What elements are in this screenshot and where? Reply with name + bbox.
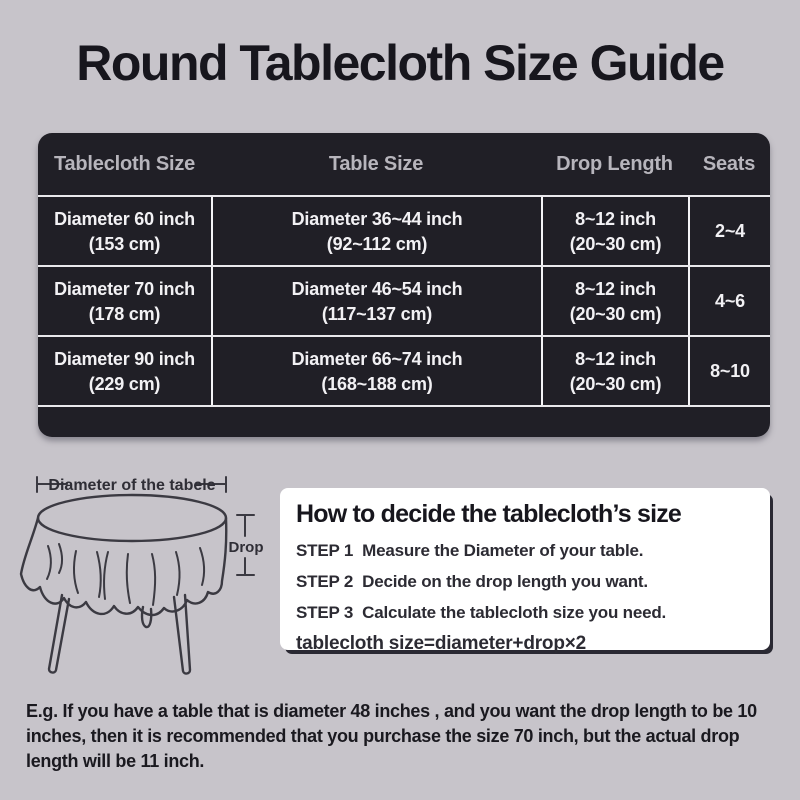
cell-seats <box>688 267 770 335</box>
how-to-panel <box>280 488 770 654</box>
cell-line: (92~112 cm) <box>326 233 428 254</box>
table-header-row <box>38 133 770 197</box>
table-row <box>38 267 770 337</box>
cell-tablecloth-size <box>38 267 211 335</box>
tablecloth-diagram <box>15 456 277 690</box>
diameter-measure-line <box>37 477 226 494</box>
cell-line: (20~30 cm) <box>569 233 662 254</box>
how-to-title: How to decide the tablecloth’s size <box>296 500 682 528</box>
cell-line: (117~137 cm) <box>321 303 433 324</box>
cell-drop-length <box>541 267 688 335</box>
cell-line: 8~12 inch <box>575 208 656 229</box>
header-tablecloth-size: Tablecloth Size <box>53 153 196 175</box>
example-note: E.g. If you have a table that is diameter 48 inches , and you want the drop length to be 10 inches, then it is recommended that you purchase the size 70 inch, but the actual drop length will be 11 inch. <box>26 701 757 772</box>
cell-seats <box>688 197 770 265</box>
cell-seats <box>688 337 770 405</box>
cell-table-size <box>211 197 541 265</box>
header-seats: Seats <box>702 153 756 175</box>
how-to-step-3: STEP 3 Calculate the tablecloth size you need. <box>296 602 667 622</box>
table-top <box>38 495 226 541</box>
header-table-size: Table Size <box>328 153 424 175</box>
cell-drop-length <box>541 197 688 265</box>
cell-drop-length <box>541 337 688 405</box>
cell-line: 2~4 <box>715 221 745 241</box>
header-drop-length: Drop Length <box>556 153 673 175</box>
how-to-step-1: STEP 1 Measure the Diameter of your table. <box>296 541 644 560</box>
drop-label: Drop <box>228 539 264 556</box>
size-table <box>38 133 770 437</box>
cell-line: Diameter 70 inch <box>54 278 195 299</box>
drop-measure-line <box>229 515 264 575</box>
cell-line: Diameter 60 inch <box>54 208 195 229</box>
cell-line: Diameter 46~54 inch <box>291 278 463 299</box>
cell-line: Diameter 66~74 inch <box>291 348 463 369</box>
cell-line: 4~6 <box>715 291 745 311</box>
cell-line: (153 cm) <box>88 233 161 254</box>
how-to-step-2: STEP 2 Decide on the drop length you want. <box>296 571 648 591</box>
cell-line: Diameter 36~44 inch <box>291 208 463 229</box>
cell-line: 8~12 inch <box>575 348 656 369</box>
cell-line: Diameter 90 inch <box>54 348 195 369</box>
cell-tablecloth-size <box>38 197 211 265</box>
cell-tablecloth-size <box>38 337 211 405</box>
cell-line: (229 cm) <box>88 373 161 394</box>
tablecloth-illustration <box>15 456 277 690</box>
cell-line: (178 cm) <box>88 303 161 324</box>
page-title: Round Tablecloth Size Guide <box>76 35 724 91</box>
cell-line: (168~188 cm) <box>321 373 433 394</box>
table-footer-spacer <box>38 407 770 435</box>
table-row <box>38 197 770 267</box>
tablecloth-formula: tablecloth size=diameter+drop×2 <box>296 632 586 654</box>
cell-table-size <box>211 267 541 335</box>
cell-line: 8~10 <box>710 361 750 381</box>
table-row <box>38 337 770 407</box>
diameter-label: Diameter of the tabele <box>48 477 216 494</box>
cell-line: (20~30 cm) <box>569 373 662 394</box>
cell-line: (20~30 cm) <box>569 303 662 324</box>
cell-table-size <box>211 337 541 405</box>
cell-line: 8~12 inch <box>575 278 656 299</box>
